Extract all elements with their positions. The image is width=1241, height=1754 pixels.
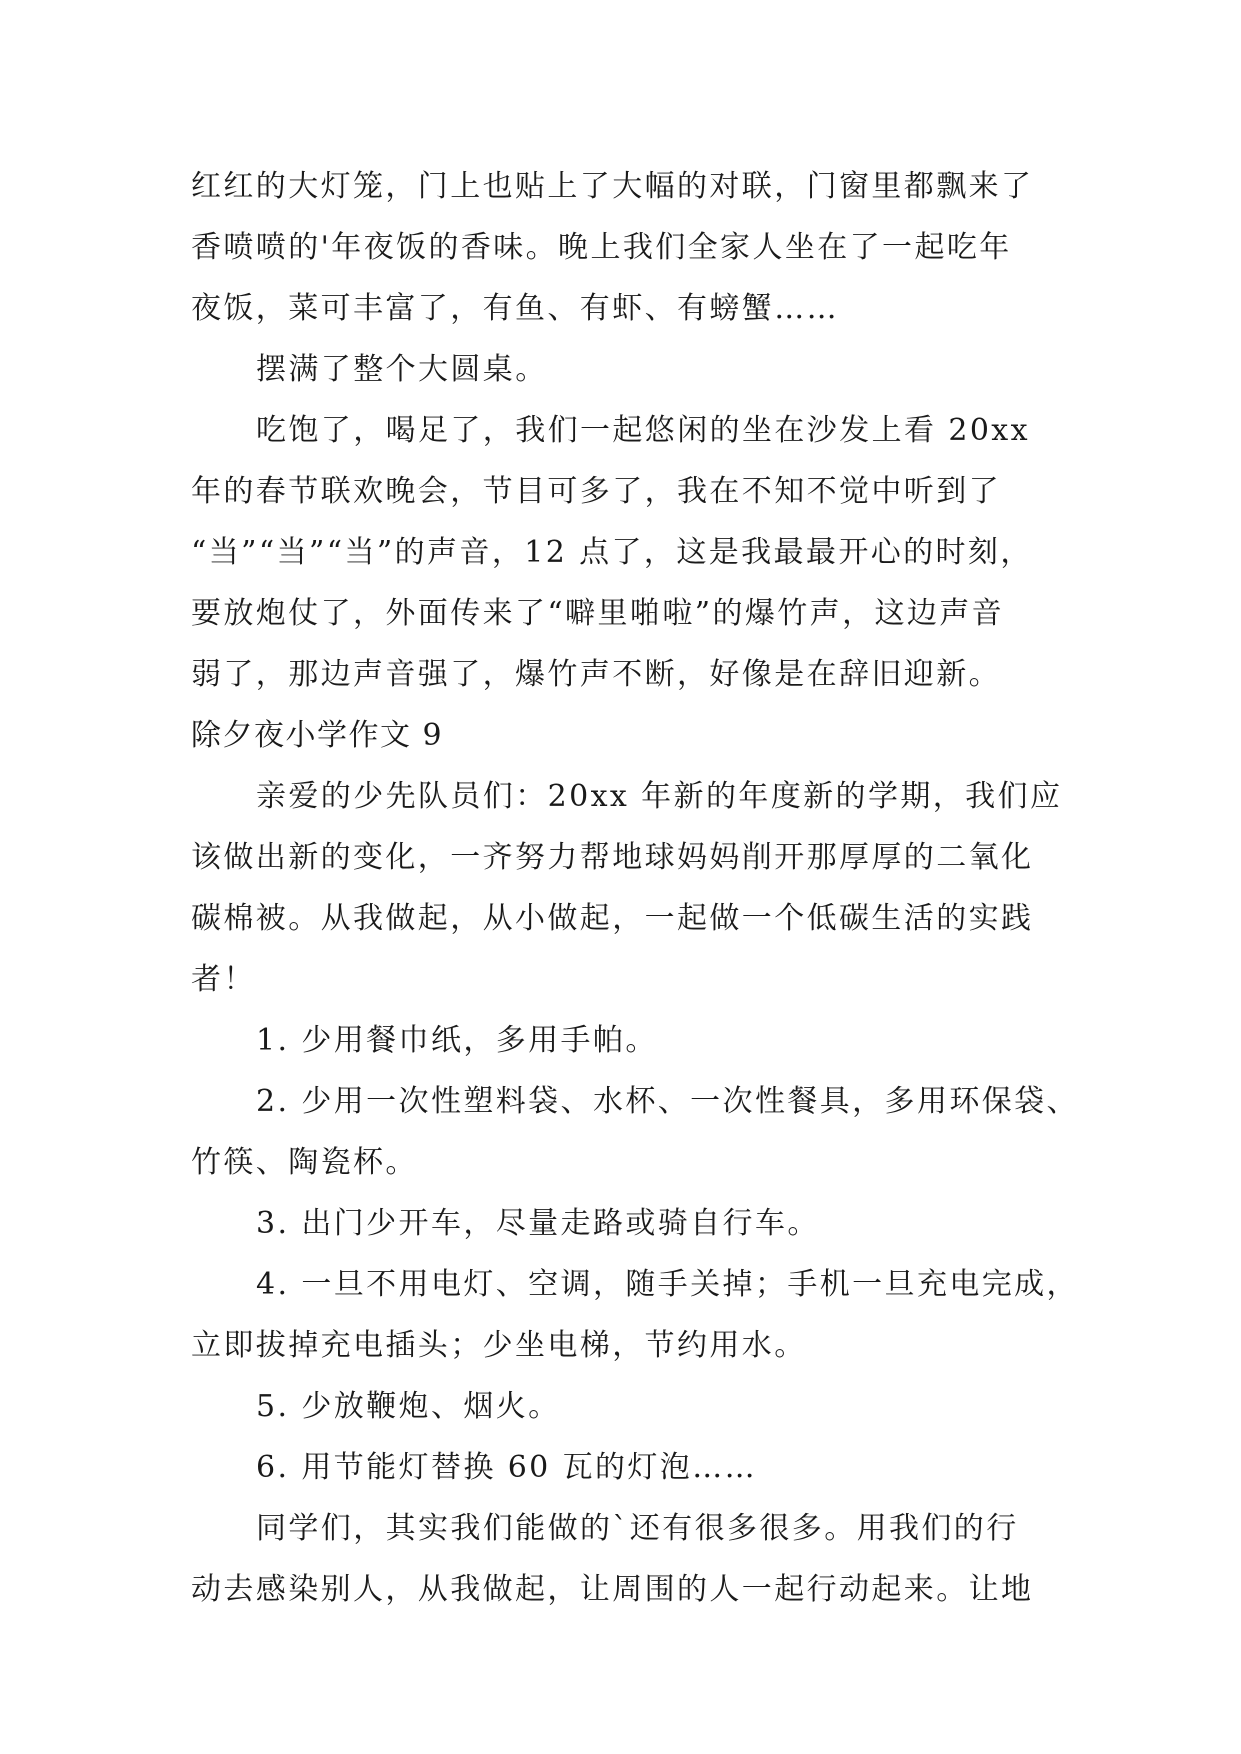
- section-heading: 除夕夜小学作文 9: [191, 718, 444, 753]
- text-line: 5. 少放鞭炮、烟火。: [256, 1389, 561, 1424]
- text-line: 年的春节联欢晚会，节目可多了，我在不知不觉中听到了: [191, 474, 1001, 509]
- text-line: 动去感染别人，从我做起，让周围的人一起行动起来。让地: [191, 1572, 1034, 1607]
- text-line: 吃饱了，喝足了，我们一起悠闲的坐在沙发上看 20xx: [256, 413, 1030, 448]
- text-line: 立即拔掉充电插头；少坐电梯，节约用水。: [191, 1328, 807, 1363]
- text-line: 香喷喷的'年夜饭的香味。晚上我们全家人坐在了一起吃年: [191, 230, 1012, 265]
- text-line: 弱了，那边声音强了，爆竹声不断，好像是在辞旧迎新。: [191, 657, 1001, 692]
- document-body: [191, 156, 1079, 1620]
- text-line: 者！: [191, 962, 256, 997]
- text-line: 1. 少用餐巾纸，多用手帕。: [256, 1023, 658, 1058]
- text-line: 2. 少用一次性塑料袋、水杯、一次性餐具，多用环保袋、: [256, 1084, 1079, 1119]
- text-line: 碳棉被。从我做起，从小做起，一起做一个低碳生活的实践: [191, 901, 1034, 936]
- text-line: 同学们，其实我们能做的`还有很多很多。用我们的行: [256, 1511, 1019, 1546]
- text-line: 6. 用节能灯替换 60 瓦的灯泡……: [256, 1450, 758, 1485]
- text-line: 4. 一旦不用电灯、空调，随手关掉；手机一旦充电完成，: [256, 1267, 1079, 1302]
- text-line: “当”“当”“当”的声音，12 点了，这是我最最开心的时刻，: [191, 535, 1033, 570]
- text-line: 摆满了整个大圆桌。: [256, 352, 548, 387]
- text-line: 该做出新的变化，一齐努力帮地球妈妈削开那厚厚的二氧化: [191, 840, 1034, 875]
- text-line: 3. 出门少开车，尽量走路或骑自行车。: [256, 1206, 820, 1241]
- text-line: 红红的大灯笼，门上也贴上了大幅的对联，门窗里都飘来了: [191, 169, 1034, 204]
- text-line: 亲爱的少先队员们：20xx 年新的年度新的学期，我们应: [256, 779, 1063, 814]
- text-line: 竹筷、陶瓷杯。: [191, 1145, 418, 1180]
- text-line: 夜饭，菜可丰富了，有鱼、有虾、有螃蟹……: [191, 291, 839, 326]
- text-line: 要放炮仗了，外面传来了“噼里啪啦”的爆竹声，这边声音: [191, 596, 1005, 631]
